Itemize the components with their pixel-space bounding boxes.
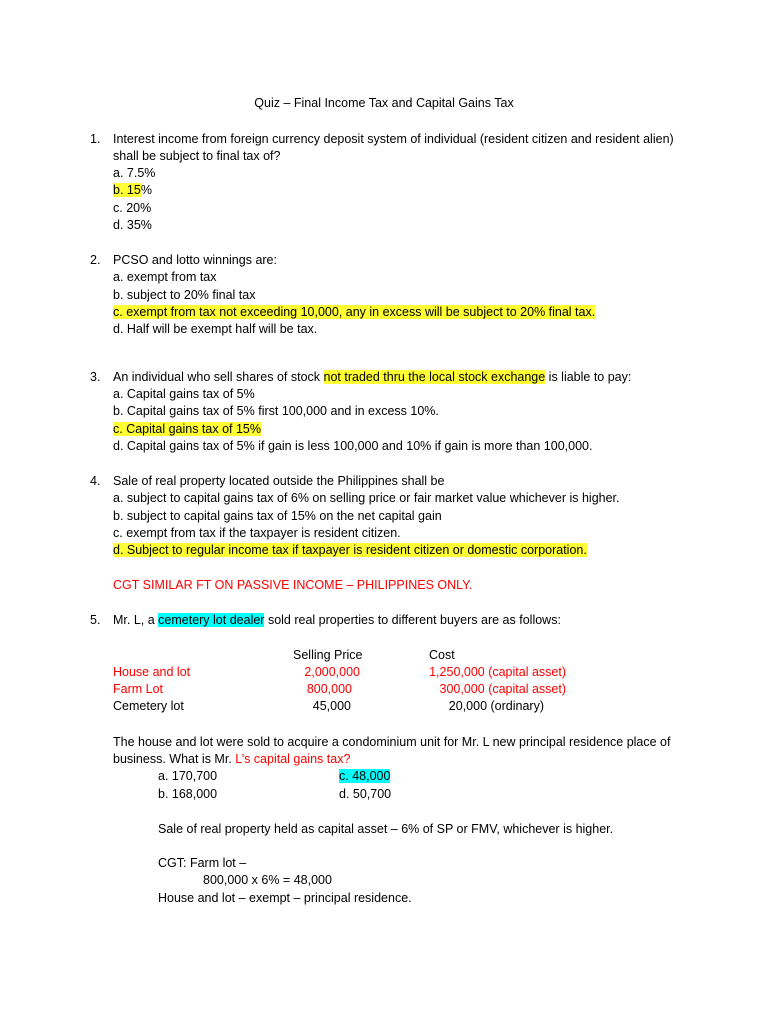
table-header-selling-price: Selling Price	[293, 648, 363, 662]
q4-note: CGT SIMILAR FT ON PASSIVE INCOME – PHILIPPINES ONLY.	[113, 578, 473, 592]
q2-text: PCSO and lotto winnings are:	[113, 253, 277, 267]
q4-text: Sale of real property located outside the Philippines shall be	[113, 474, 445, 488]
q3-text-post: is liable to pay:	[545, 370, 632, 384]
q1-text-line2: shall be subject to final tax of?	[113, 149, 281, 163]
table-row-selling-price: 800,000	[306, 682, 352, 696]
q5-text-post: sold real properties to different buyers are as follows:	[264, 613, 561, 627]
q5-follow-line2	[113, 751, 350, 768]
q5-text	[113, 612, 561, 629]
table-row-cost: 300,000 (capital asset)	[439, 682, 566, 696]
table-row-cost: 1,250,000 (capital asset)	[429, 665, 566, 679]
q5-cgt-heading: CGT: Farm lot –	[158, 856, 247, 870]
table-row-selling-price: 2,000,000	[304, 665, 360, 679]
q3-option-c	[113, 421, 261, 438]
q4-option-d	[113, 542, 587, 559]
q1-answer-highlight: b. 15	[113, 183, 141, 197]
page-title: Quiz – Final Income Tax and Capital Gains Tax	[254, 96, 514, 110]
q3-number: 3.	[90, 370, 101, 384]
q1-option-b	[113, 182, 152, 199]
q3-option-b: b. Capital gains tax of 5% first 100,000 and in excess 10%.	[113, 404, 439, 418]
q3-option-a: a. Capital gains tax of 5%	[113, 387, 255, 401]
q5-number: 5.	[90, 613, 101, 627]
q5-follow-question: L’s capital gains tax?	[235, 752, 351, 766]
q2-number: 2.	[90, 253, 101, 267]
q5-option-d: d. 50,700	[339, 787, 392, 801]
q4-option-c: c. exempt from tax if the taxpayer is resident citizen.	[113, 526, 401, 540]
table-header-cost: Cost	[429, 648, 455, 662]
q1-option-c: c. 20%	[113, 201, 152, 215]
q5-answer-highlight: c. 48,000	[339, 769, 391, 783]
q2-option-a: a. exempt from tax	[113, 270, 217, 284]
q4-number: 4.	[90, 474, 101, 488]
q1-number: 1.	[90, 132, 101, 146]
table-row-selling-price: 45,000	[312, 699, 351, 713]
q4-option-a: a. subject to capital gains tax of 6% on selling price or fair market value whichever is higher.	[113, 491, 620, 505]
table-row-label: House and lot	[113, 665, 191, 679]
q5-follow-pre: business. What is Mr.	[113, 752, 236, 766]
q2-option-c	[113, 304, 595, 321]
q4-answer-highlight: d. Subject to regular income tax if taxpayer is resident citizen or domestic corporation.	[113, 543, 587, 557]
q5-option-a: a. 170,700	[158, 769, 218, 783]
q5-follow-line1: The house and lot were sold to acquire a condominium unit for Mr. L new principal residence place of	[113, 735, 671, 749]
table-row-cost: 20,000 (ordinary)	[448, 699, 544, 713]
q3-text	[113, 369, 631, 386]
q1-option-a: a. 7.5%	[113, 166, 156, 180]
q3-option-d: d. Capital gains tax of 5% if gain is less 100,000 and 10% if gain is more than 100,000.	[113, 439, 593, 453]
q5-text-highlight: cemetery lot dealer	[158, 613, 265, 627]
q5-option-b: b. 168,000	[158, 787, 218, 801]
q5-explanation: Sale of real property held as capital asset – 6% of SP or FMV, whichever is higher.	[158, 822, 614, 836]
q1-option-d: d. 35%	[113, 218, 152, 232]
q3-text-pre: An individual who sell shares of stock	[113, 370, 324, 384]
q5-option-c	[339, 768, 390, 785]
q2-answer-highlight: c. exempt from tax not exceeding 10,000, any in excess will be subject to 20% final tax.	[113, 305, 596, 319]
q3-text-highlight: not traded thru the local stock exchange	[323, 370, 546, 384]
q1-option-b-rest: %	[140, 183, 152, 197]
table-row-label: Cemetery lot	[113, 699, 184, 713]
q3-answer-highlight: c. Capital gains tax of 15%	[113, 422, 261, 436]
q5-cgt-calculation: 800,000 x 6% = 48,000	[203, 873, 332, 887]
q1-text-line1: Interest income from foreign currency deposit system of individual (resident citizen and resident alien)	[113, 132, 674, 146]
table-row-label: Farm Lot	[113, 682, 164, 696]
q2-option-b: b. subject to 20% final tax	[113, 288, 256, 302]
q5-cgt-house: House and lot – exempt – principal residence.	[158, 891, 412, 905]
q5-text-pre: Mr. L, a	[113, 613, 159, 627]
q4-option-b: b. subject to capital gains tax of 15% on the net capital gain	[113, 509, 442, 523]
q2-option-d: d. Half will be exempt half will be tax.	[113, 322, 318, 336]
